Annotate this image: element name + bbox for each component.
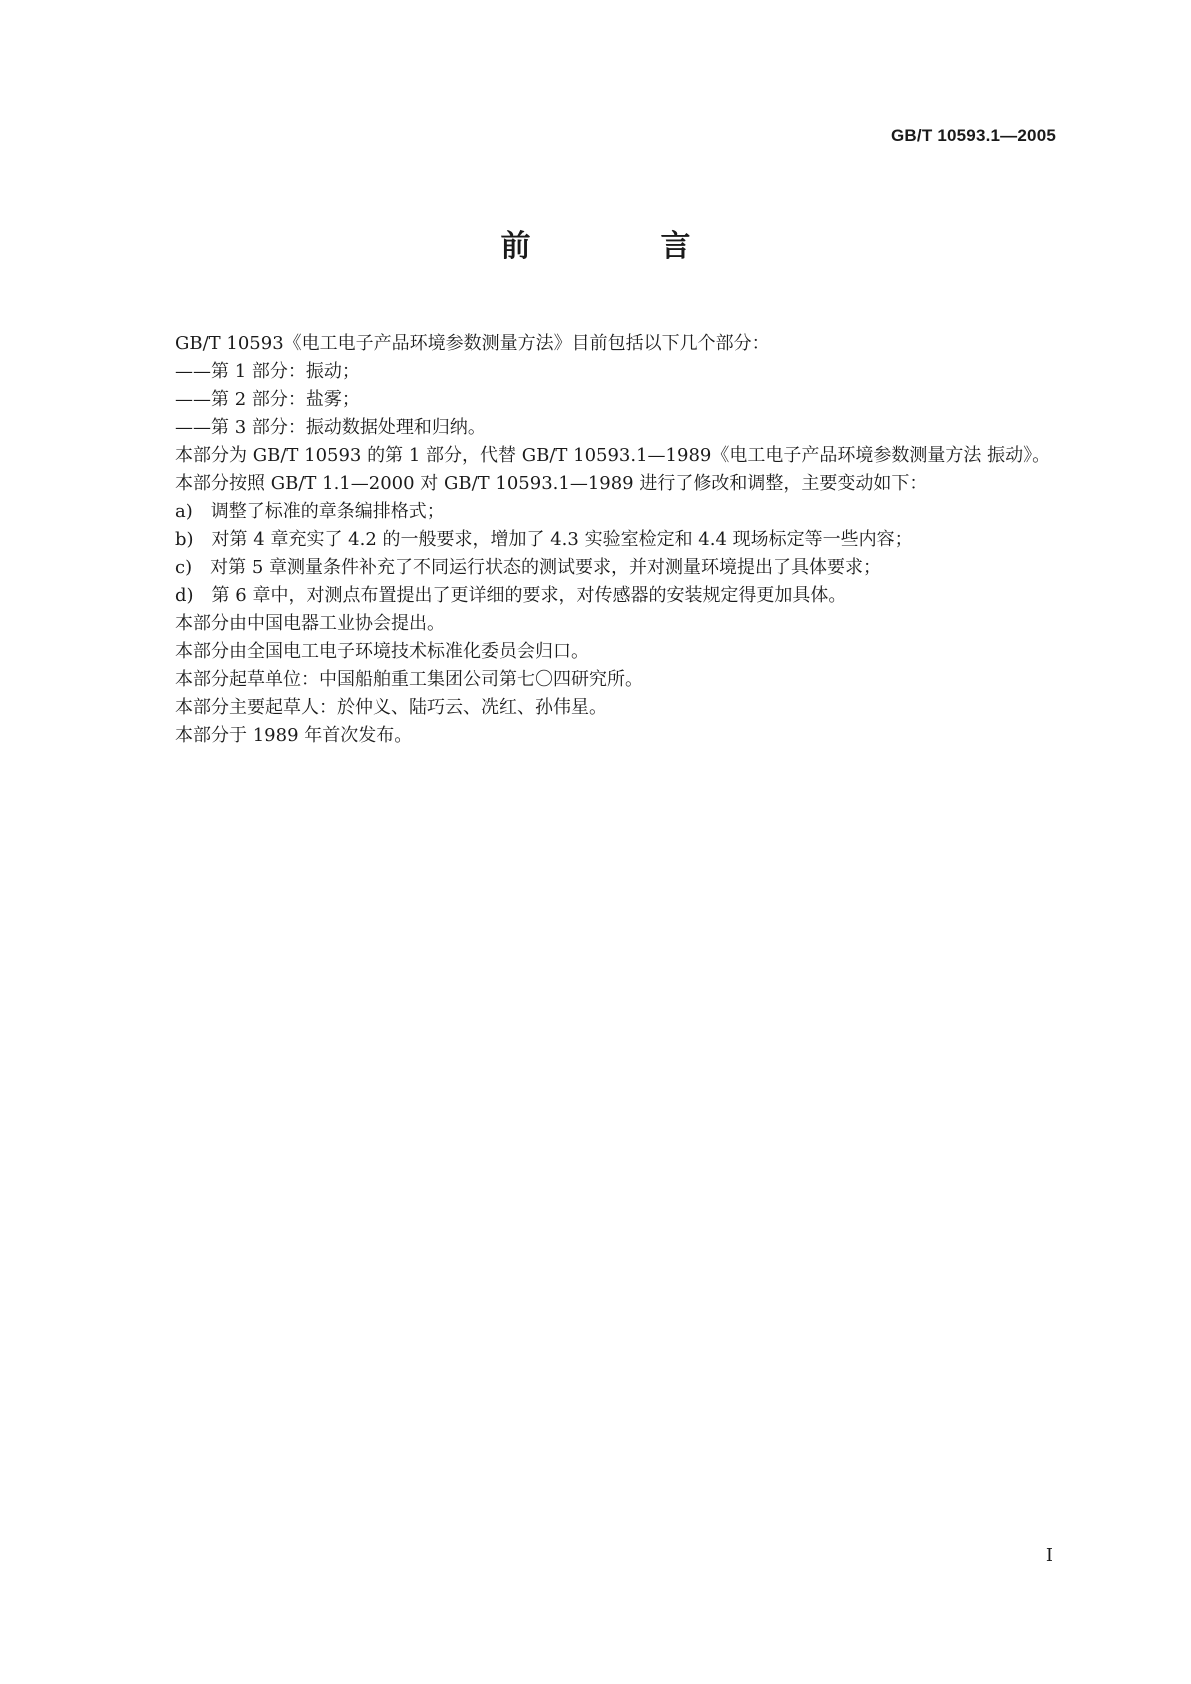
paragraph-drafting-unit: 本部分起草单位：中国船舶重工集团公司第七〇四研究所。 xyxy=(175,669,643,690)
paragraph-replaces: 本部分为 GB/T 10593 的第 1 部分，代替 GB/T 10593.1—1989《电工电子产品环境参数测量方法 振动》。 xyxy=(175,445,1051,466)
paragraph-committee: 本部分由全国电工电子环境技术标准化委员会归口。 xyxy=(175,641,589,662)
foreword-body xyxy=(155,330,1055,750)
list-item-part-3: ——第 3 部分：振动数据处理和归纳。 xyxy=(175,417,486,438)
paragraph-changes-intro: 本部分按照 GB/T 1.1—2000 对 GB/T 10593.1—1989 进行了修改和调整，主要变动如下： xyxy=(175,473,928,494)
list-item-change-c: c) 对第 5 章测量条件补充了不同运行状态的测试要求，并对测量环境提出了具体要求； xyxy=(175,557,881,578)
page-title: 前 言 xyxy=(500,229,741,264)
paragraph-proposer: 本部分由中国电器工业协会提出。 xyxy=(175,613,445,634)
page-number: I xyxy=(1045,1545,1053,1566)
paragraph-first-release: 本部分于 1989 年首次发布。 xyxy=(175,725,413,746)
list-item-change-a: a) 调整了标准的章条编排格式； xyxy=(175,501,445,522)
list-item-part-2: ——第 2 部分：盐雾； xyxy=(175,389,360,410)
paragraph-drafters: 本部分主要起草人：於仲义、陆巧云、冼红、孙伟星。 xyxy=(175,697,607,718)
list-item-change-b: b) 对第 4 章充实了 4.2 的一般要求，增加了 4.3 实验室检定和 4.4 现场标定等一些内容； xyxy=(175,529,913,550)
list-item-part-1: ——第 1 部分：振动； xyxy=(175,361,360,382)
standard-number: GB/T 10593.1—2005 xyxy=(891,126,1056,145)
list-item-change-d: d) 第 6 章中，对测点布置提出了更详细的要求，对传感器的安装规定得更加具体。 xyxy=(175,585,847,606)
paragraph-intro: GB/T 10593《电工电子产品环境参数测量方法》目前包括以下几个部分： xyxy=(175,333,770,354)
